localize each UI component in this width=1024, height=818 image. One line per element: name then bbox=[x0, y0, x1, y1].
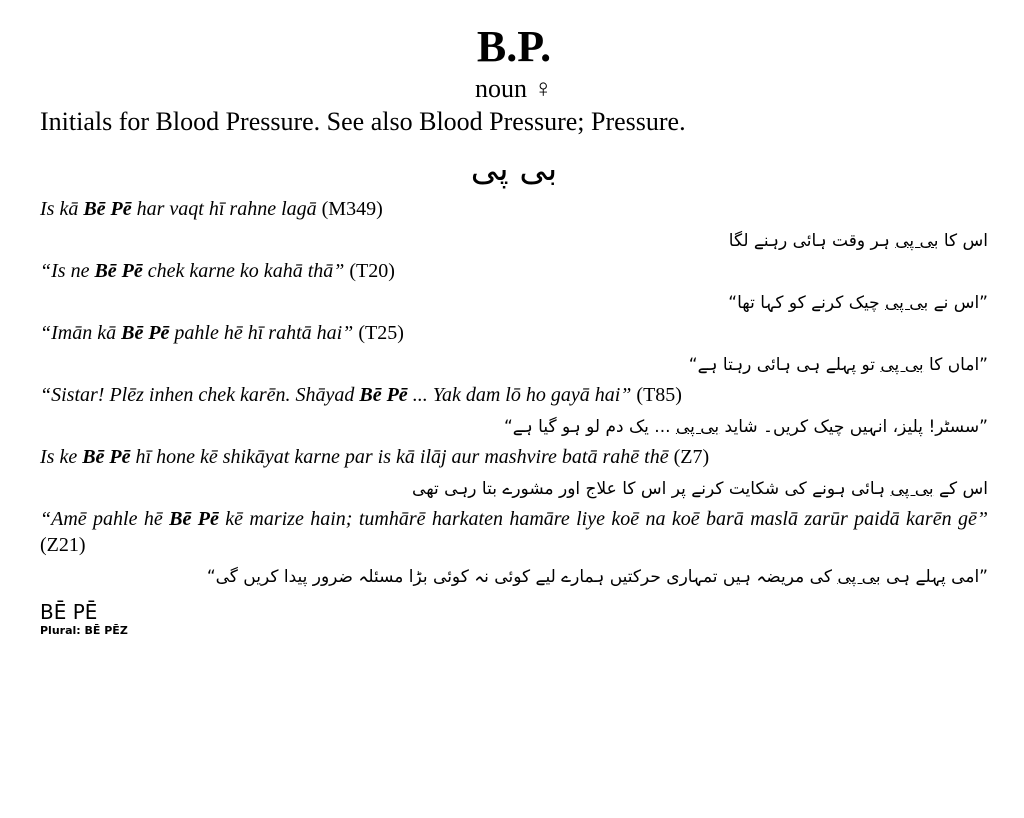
dictionary-page bbox=[0, 22, 1024, 818]
example-transliteration: “Imān kā Bē Pē pahle hē hī rahtā hai” (T25) bbox=[40, 322, 404, 344]
example-urdu: اس کا بی پی ہر وقت ہائی رہنے لگا bbox=[728, 231, 988, 251]
example-urdu-highlight: بی پی bbox=[837, 567, 881, 587]
example-transliteration: Is ke Bē Pē hī hone kē shikāyat karne par is kā ilāj aur mashvire batā rahē thē (Z7) bbox=[40, 446, 710, 468]
example-urdu: ”امی پہلے ہی بی پی کی مریضہ ہیں تمہاری حرکتیں ہمارے لیے کوئی نہ کوئی بڑا مسئلہ ضرور پیدا کریں گی“ bbox=[206, 567, 988, 587]
example-highlight: Bē Pē bbox=[94, 260, 143, 282]
definition: Initials for Blood Pressure. See also Blood Pressure; Pressure. bbox=[40, 107, 686, 136]
example-urdu: ”اماں کا بی پی تو پہلے ہی ہائی رہتا ہے“ bbox=[688, 355, 988, 375]
example-highlight: Bē Pē bbox=[359, 384, 408, 406]
example-urdu: اس کے بی پی ہائی ہونے کی شکایت کرنے پر اس کا علاج اور مشورے بتا رہی تھی bbox=[412, 479, 988, 499]
example-urdu-highlight: بی پی bbox=[675, 417, 720, 437]
example-urdu: ”سسٹر! پلیز، انہیں چیک کریں۔ شاید بی پی ... یک دم لو ہو گیا ہے“ bbox=[504, 417, 988, 437]
example-highlight: Bē Pē bbox=[82, 446, 131, 468]
example-source: (M349) bbox=[316, 198, 383, 220]
example-item bbox=[40, 444, 988, 504]
example-source: (T25) bbox=[353, 322, 404, 344]
example-transliteration: “Sistar! Plēz inhen chek karēn. Shāyad Bē Pē ... Yak dam lō ho gayā hai” (T85) bbox=[40, 384, 682, 406]
example-urdu: ”اس نے بی پی چیک کرنے کو کہا تھا“ bbox=[728, 293, 988, 313]
examples-list bbox=[40, 196, 988, 592]
example-transliteration: Is kā Bē Pē har vaqt hī rahne lagā (M349) bbox=[40, 198, 383, 220]
example-item bbox=[40, 196, 988, 256]
plural-form: Plural: BĒ PĒZ bbox=[40, 624, 128, 637]
example-highlight: Bē Pē bbox=[121, 322, 170, 344]
example-highlight: Bē Pē bbox=[169, 508, 219, 530]
urdu-headword: بی پی bbox=[470, 149, 558, 189]
example-urdu-highlight: بی پی bbox=[880, 355, 924, 375]
example-transliteration: “Amē pahle hē Bē Pē kē marize hain; tumhārē harkaten hamāre liye koē na koē barā maslā zarūr paidā karēn gē” (Z21) bbox=[40, 508, 988, 556]
example-transliteration: “Is ne Bē Pē chek karne ko kahā thā” (T20) bbox=[40, 260, 395, 282]
example-source: (T85) bbox=[631, 384, 682, 406]
example-urdu-highlight: بی پی bbox=[895, 231, 939, 251]
example-urdu-highlight: بی پی bbox=[890, 479, 934, 499]
example-item bbox=[40, 506, 988, 592]
example-source: (T20) bbox=[344, 260, 395, 282]
example-item bbox=[40, 382, 988, 442]
example-urdu-highlight: بی پی bbox=[884, 293, 929, 313]
headword: B.P. bbox=[476, 22, 552, 71]
example-highlight: Bē Pē bbox=[83, 198, 132, 220]
example-source: (Z7) bbox=[668, 446, 710, 468]
example-item bbox=[40, 320, 988, 380]
example-item bbox=[40, 258, 988, 318]
romanized-headword: BĒ PĒ bbox=[40, 600, 98, 624]
example-source: (Z21) bbox=[40, 534, 86, 556]
part-of-speech: noun ♀ bbox=[475, 74, 553, 103]
